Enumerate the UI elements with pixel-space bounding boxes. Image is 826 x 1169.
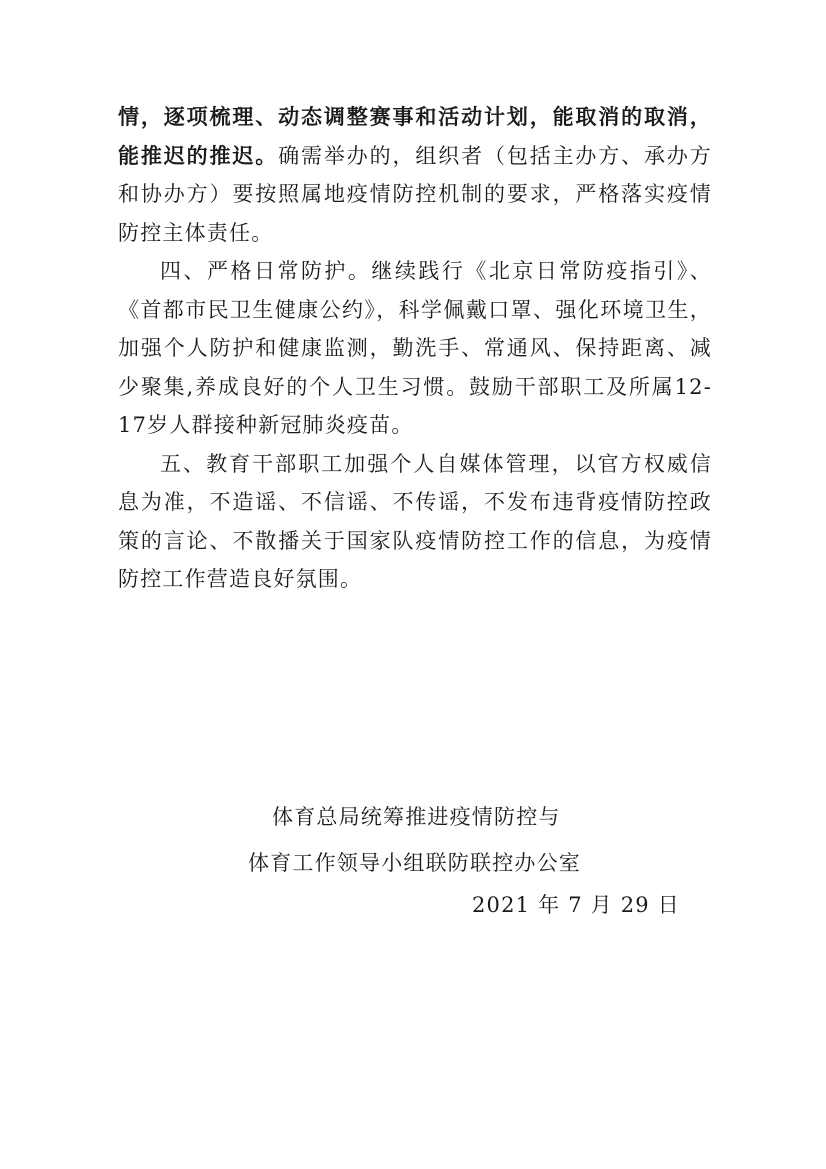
normal-text: 确需举办的，组织者（包括主办方、承办方和协办方）要按照属地疫情防控机制的要求，严格落实疫情防控主体责任。: [118, 143, 712, 245]
paragraph-continuation: [118, 98, 712, 252]
document-body: [118, 98, 712, 599]
bold-text: 情，逐项梳理、动态调整赛事和活动计划，能取消的取消，能推迟的推迟。: [118, 104, 712, 168]
signature-org-line-2: 体育工作领导小组联防联控办公室: [248, 851, 581, 875]
paragraph-section-four: 四、严格日常防护。继续践行《北京日常防疫指引》、《首都市民卫生健康公约》，科学佩戴口罩、强化环境卫生，加强个人防护和健康监测，勤洗手、常通风、保持距离、减少聚集,养成良好的个人卫生习惯。鼓励干部职工及所属12-17岁人群接种新冠肺炎疫苗。: [118, 259, 712, 437]
signature-org-line-1: 体育总局统筹推进疫情防控与: [272, 805, 561, 829]
paragraph-section-five: 五、教育干部职工加强个人自媒体管理，以官方权威信息为准，不造谣、不信谣、不传谣，不发布违背疫情防控政策的言论、不散播关于国家队疫情防控工作的信息，为疫情防控工作营造良好氛围。: [118, 451, 712, 591]
signature-date: 2021 年 7 月 29 日: [472, 893, 680, 917]
